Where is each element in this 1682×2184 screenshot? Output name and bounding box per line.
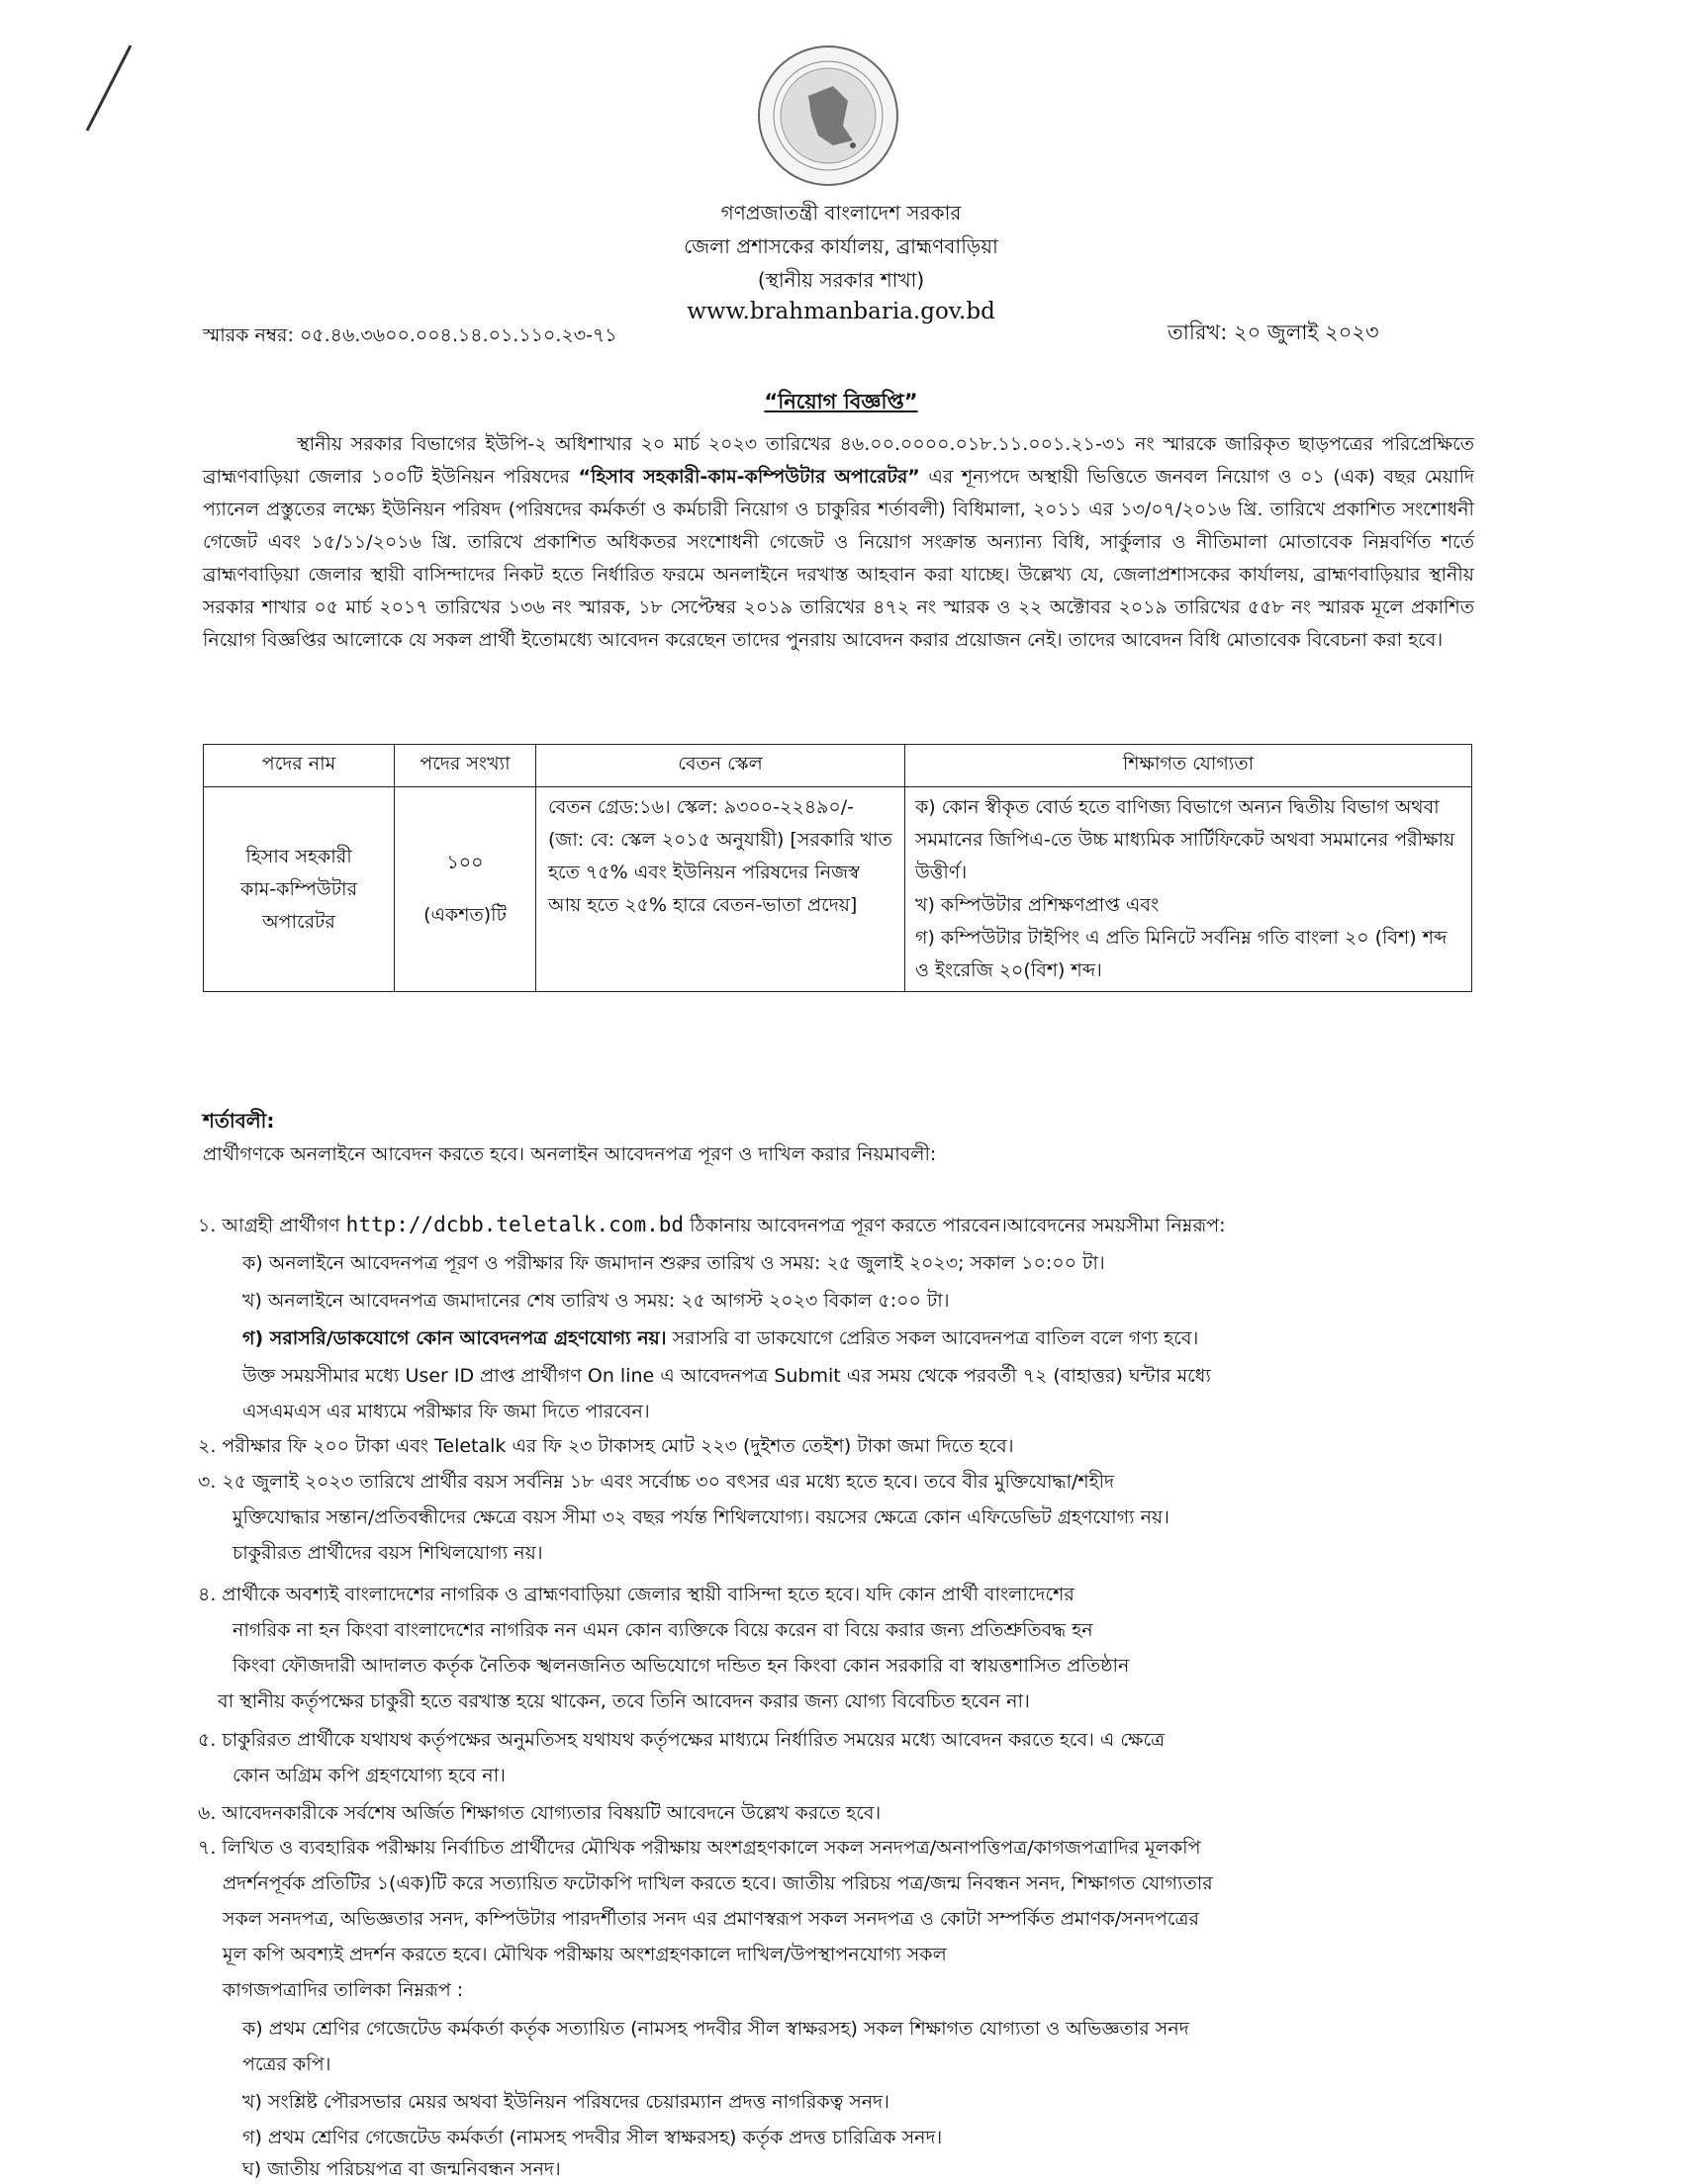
qualification-c: গ) কম্পিউটার টাইপিং এ প্রতি মিনিটে সর্বনিম্ন গতি বাংলা ২০ (বিশ) শব্দ ও ইংরেজি ২০(বিশ) শব্দ। (915, 927, 1448, 981)
condition-1-ga (242, 1323, 1198, 1353)
intro-part1: স্থানীয় সরকার বিভাগের ইউপি-২ অধিশাখার ২০ মার্চ ২০২৩ তারিখের ৪৬.০০.০০০০.০১৮.১১.০০১.২১-৩১ নং স্মারকে জারিকৃত ছাড়পত্রের পরিপ্রেক্ষিতে ব্রাহ্মণবাড়িয়া জেলার ১০০টি ইউনিয়ন পরিষদের (203, 433, 1474, 488)
condition-1-ga-bold: গ) সরাসরি/ডাকযোগে কোন আবেদনপত্র গ্রহণযোগ্য নয়। (242, 1327, 667, 1349)
memo-date: তারিখ: ২০ জুলাই ২০২৩ (1168, 320, 1379, 344)
condition-7-gha: ঘ) জাতীয় পরিচয়পত্র বা জন্মনিবন্ধন সনদ। (242, 2158, 561, 2180)
condition-4-line-4: বা স্থানীয় কর্তৃপক্ষের চাকুরী হতে বরখাস্ত হয়ে থাকেন, তবে তিনি আবেদন করার জন্য যোগ্য বিবেচিত হবেন না। (218, 1690, 1030, 1712)
condition-4-line-1: ৪. প্রার্থীকে অবশ্যই বাংলাদেশের নাগরিক ও ব্রাহ্মণবাড়িয়া জেলার স্থায়ী বাসিন্দা হতে হবে। যদি কোন প্রার্থী বাংলাদেশের (198, 1584, 1075, 1605)
condition-3-line-1: ৩. ২৫ জুলাই ২০২৩ তারিখে প্রার্থীর বয়স সর্বনিম্ন ১৮ এবং সর্বোচ্চ ৩০ বৎসর এর মধ্যে হতে হবে। তবে বীর মুক্তিযোদ্ধা/শহীদ (198, 1471, 1115, 1493)
table-header-row (204, 745, 1472, 787)
conditions-heading: শর্তাবলী: (203, 1109, 275, 1133)
qualification-a: ক) কোন স্বীকৃত বোর্ড হতে বাণিজ্য বিভাগে অন্যন দ্বিতীয় বিভাগ অথবা সমমানের জিপিএ-তে উচ্চ মাধ্যমিক সার্টিফিকেট অথবা সমমানের পরীক্ষায় উত্তীর্ণ। (915, 796, 1455, 883)
condition-3-line-3: চাকুরীরত প্রার্থীদের বয়স শিথিলযোগ্য নয়। (233, 1542, 543, 1564)
section-name: (স্থানীয় সরকার শাখা) (757, 268, 925, 292)
post-table (203, 744, 1472, 992)
cell-qualification (905, 787, 1472, 992)
header-post-name: পদের নাম (204, 745, 395, 787)
application-url[interactable]: http://dcbb.teletalk.com.bd (345, 1213, 685, 1236)
intro-paragraph (203, 428, 1474, 657)
office-name: জেলা প্রশাসকের কার্যালয়, ব্রাহ্মণবাড়িয়া (684, 234, 998, 258)
header-post-count: পদের সংখ্যা (395, 745, 536, 787)
condition-7-line-5: কাগজপত্রাদির তালিকা নিম্নরূপ : (223, 1979, 464, 2001)
cell-post-name: হিসাব সহকারী কাম-কম্পিউটার অপারেটর (204, 787, 395, 992)
cell-post-count (395, 787, 536, 992)
condition-1-ka: ক) অনলাইনে আবেদনপত্র পূরণ ও পরীক্ষার ফি জমাদান শুরুর তারিখ ও সময়: ২৫ জুলাই ২০২৩; সকাল ১০:০০ টা। (242, 1252, 1105, 1274)
condition-1-kha: খ) অনলাইনে আবেদনপত্র জমাদানের শেষ তারিখ ও সময়: ২৫ আগস্ট ২০২৩ বিকাল ৫:০০ টা। (242, 1290, 950, 1312)
condition-7-ga: গ) প্রথম শ্রেণির গেজেটেড কর্মকর্তা (নামসহ পদবীর সীল স্বাক্ষরসহ) কর্তৃক প্রদত্ত চারিত্রিক সনদ। (242, 2127, 943, 2148)
condition-7-ka: ক) প্রথম শ্রেণির গেজেটেড কর্মকর্তা কর্তৃক সত্যায়িত (নামসহ পদবীর সীল স্বাক্ষরসহ) সকল শিক্ষাগত যোগ্যতা ও অভিজ্ঞতার সনদ (242, 2018, 1189, 2040)
header-pay-scale: বেতন স্কেল (536, 745, 905, 787)
post-count-number: ১০০ (446, 852, 484, 873)
header-qualification: শিক্ষাগত যোগ্যতা (905, 745, 1472, 787)
condition-6: ৬. আবেদনকারীকে সর্বশেষ অর্জিত শিক্ষাগত যোগ্যতার বিষয়টি আবেদনে উল্লেখ করতে হবে। (198, 1802, 882, 1824)
post-count-words: (একশত)টি (423, 904, 507, 926)
table-row (204, 787, 1472, 992)
qualification-b: খ) কম্পিউটার প্রশিক্ষণপ্রাপ্ত এবং (915, 894, 1160, 916)
condition-1-ga-rest: সরাসরি বা ডাকযোগে প্রেরিত সকল আবেদনপত্র বাতিল বলে গণ্য হবে। (666, 1327, 1199, 1349)
condition-1-ga-3: এসএমএস এর মাধ্যমে পরীক্ষার ফি জমা দিতে পারবেন। (242, 1401, 650, 1422)
notice-title: “নিয়োগ বিজ্ঞপ্তি” (764, 390, 918, 413)
conditions-intro: প্রার্থীগণকে অনলাইনে আবেদন করতে হবে। অনলাইন আবেদনপত্র পূরণ ও দাখিল করার নিয়মাবলী: (203, 1143, 937, 1165)
condition-1-text-b: ঠিকানায় আবেদনপত্র পূরণ করতে পারবেন।আবেদনের সময়সীমা নিম্নরূপ: (684, 1215, 1226, 1236)
condition-7-line-4: মূল কপি অবশ্যই প্রদর্শন করতে হবে। মৌখিক পরীক্ষায় অংশগ্রহণকালে দাখিল/উপস্থাপনযোগ্য সকল (223, 1944, 947, 1965)
govt-name: গণপ্রজাতন্ত্রী বাংলাদেশ সরকার (720, 201, 962, 225)
condition-4-line-3: কিংবা ফৌজদারী আদালত কর্তৃক নৈতিক স্খলনজনিত অভিযোগে দন্ডিত হন কিংবা কোন সরকারি বা স্বায়ত্তশাসিত প্রতিষ্ঠান (233, 1655, 1130, 1677)
cell-pay-scale: বেতন গ্রেড:১৬। স্কেল: ৯৩০০-২২৪৯০/- (জা: বে: স্কেল ২০১৫ অনুযায়ী) [সরকারি খাত হতে ৭৫% এবং ইউনিয়ন পরিষদের নিজস্ব আয় হতে ২৫% হারে বেতন-ভাতা প্রদেয়] (536, 787, 905, 992)
condition-7-line-1: ৭. লিখিত ও ব্যবহারিক পরীক্ষায় নির্বাচিত প্রার্থীদের মৌখিক পরীক্ষায় অংশগ্রহণকালে সকল সনদপত্র/অনাপত্তিপত্র/কাগজপত্রাদির মূলকপি (198, 1837, 1201, 1859)
condition-5-line-1: ৫. চাকুরিরত প্রার্থীকে যথাযথ কর্তৃপক্ষের অনুমতিসহ যথাযথ কর্তৃপক্ষের মাধ্যমে নির্ধারিত সময়ের মধ্যে আবেদন করতে হবে। এ ক্ষেত্রে (198, 1729, 1166, 1751)
condition-2: ২. পরীক্ষার ফি ২০০ টাকা এবং Teletalk এর ফি ২৩ টাকাসহ মোট ২২৩ (দুইশত তেইশ) টাকা জমা দিতে হবে। (198, 1435, 1014, 1457)
condition-3-line-2: মুক্তিযোদ্ধার সন্তান/প্রতিবন্ধীদের ক্ষেত্রে বয়স সীমা ৩২ বছর পর্যন্ত শিথিলযোগ্য। বয়সের ক্ষেত্রে কোন এফিডেভিট গ্রহণযোগ্য নয়। (233, 1506, 1169, 1528)
condition-7-kha: খ) সংশ্লিষ্ট পৌরসভার মেয়র অথবা ইউনিয়ন পরিষদের চেয়ারম্যান প্রদত্ত নাগরিকত্ব সনদ। (242, 2091, 889, 2113)
condition-1 (198, 1210, 1226, 1240)
pen-mark (79, 40, 139, 138)
condition-1-ga-2: উক্ত সময়সীমার মধ্যে User ID প্রাপ্ত প্রার্থীগণ On line এ আবেদনপত্র Submit এর সময় থেকে পরবর্তী ৭২ (বাহাত্তর) ঘন্টার মধ্যে (242, 1365, 1211, 1387)
condition-7-line-3: সকল সনদপত্র, অভিজ্ঞতার সনদ, কম্পিউটার পারদর্শীতার সনদ এর প্রমাণস্বরূপ সকল সনদপত্র ও কোটা সম্পর্কিত প্রমাণক/সনদপত্রের (223, 1908, 1199, 1930)
condition-5-line-2: কোন অগ্রিম কপি গ্রহণযোগ্য হবে না। (233, 1765, 506, 1786)
condition-7-ka-2: পত্রের কপি। (242, 2053, 331, 2075)
condition-1-text-a: ১. আগ্রহী প্রার্থীগণ (198, 1215, 346, 1236)
condition-7-line-2: প্রদর্শনপূর্বক প্রতিটির ১(এক)টি করে সত্যায়িত ফটোকপি দাখিল করতে হবে। জাতীয় পরিচয় পত্র/জন্ম নিবন্ধন সনদ, শিক্ষাগত যোগ্যতার (223, 1872, 1213, 1894)
memo-number: স্মারক নম্বর: ০৫.৪৬.৩৬০০.০০৪.১৪.০১.১১০.২৩-৭১ (203, 324, 617, 346)
intro-part2: এর শূন্যপদে অস্থায়ী ভিত্তিতে জনবল নিয়োগ ও ০১ (এক) বছর মেয়াদি প্যানেল প্রস্তুতের লক্ষ্যে ইউনিয়ন পরিষদ (পরিষদের কর্মকর্তা ও কর্মচারী নিয়োগ ও চাকুরির শর্তাবলী) বিধিমালা, ২০১১ এর ১৩/০৭/২০১৬ খ্রি. তারিখে প্রকাশিত সংশোধনী গেজেট এবং ১৫/১১/২০১৬ খ্রি. তারিখে প্রকাশিত অধিকতর সংশোধনী গেজেট ও নিয়োগ সংক্রান্ত অন্যান্য বিধি, সার্কুলার ও নীতিমালা মোতাবেক নিম্নবর্ণিত শর্তে ব্রাহ্মণবাড়িয়া জেলার স্থায়ী বাসিন্দাদের নিকট হতে নির্ধারিত ফরমে অনলাইনে দরখাস্ত আহবান করা যাচ্ছে। উল্লেখ্য যে, জেলাপ্রশাসকের কার্যালয়, ব্রাহ্মণবাড়িয়ার স্থানীয় সরকার শাখার ০৫ মার্চ ২০১৭ তারিখের ১৩৬ নং স্মারক, ১৮ সেপ্টেম্বর ২০১৯ তারিখের ৪৭২ নং স্মারক ও ২২ অক্টোবর ২০১৯ তারিখের ৫৫৮ নং স্মারক মূলে প্রকাশিত নিয়োগ বিজ্ঞপ্তির আলোকে যে সকল প্রার্থী ইতোমধ্যে আবেদন করেছেন তাদের পুনরায় আবেদন করার প্রয়োজন নেই। তাদের আবেদন বিধি মোতাবেক বিবেচনা করা হবে। (203, 466, 1474, 651)
condition-4-line-2: নাগরিক না হন কিংবা বাংলাদেশের নাগরিক নন এমন কোন ব্যক্তিকে বিয়ে করেন বা বিয়ে করার জন্য প্রতিশ্রুতিবদ্ধ হন (233, 1619, 1093, 1641)
government-seal-icon (754, 42, 902, 190)
post-title-bold: “হিসাব সহকারী-কাম-কম্পিউটার অপারেটর” (578, 466, 920, 488)
website-link[interactable]: www.brahmanbaria.gov.bd (687, 299, 995, 324)
